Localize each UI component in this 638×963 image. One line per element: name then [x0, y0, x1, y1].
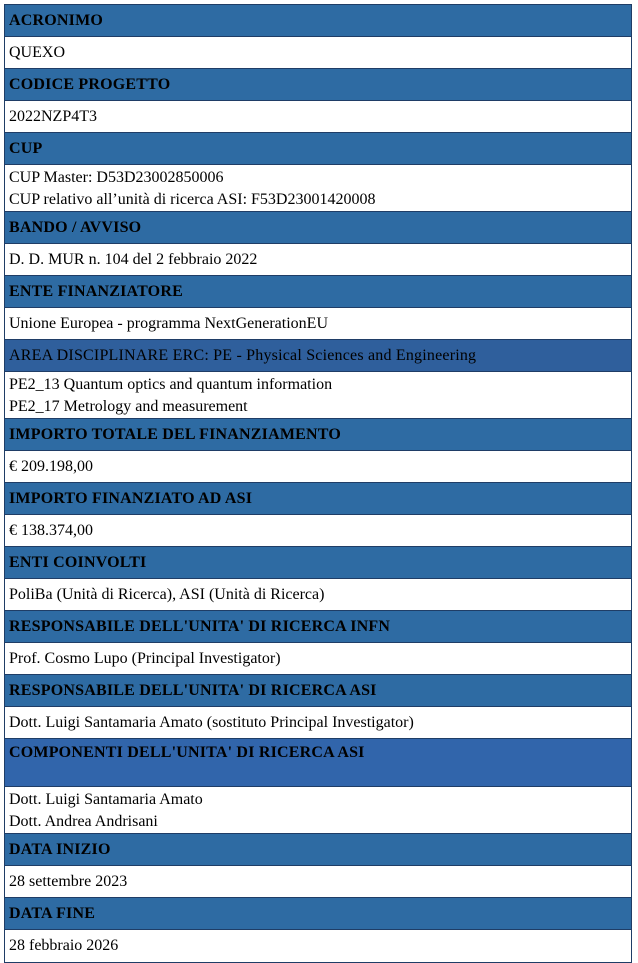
importo-totale-header: IMPORTO TOTALE DEL FINANZIAMENTO	[5, 419, 631, 451]
acronimo-header: ACRONIMO	[5, 5, 631, 37]
importo-asi-header: IMPORTO FINANZIATO AD ASI	[5, 483, 631, 515]
codice-progetto-header: CODICE PROGETTO	[5, 69, 631, 101]
cup-value	[5, 165, 631, 212]
area-pe2-13: PE2_13 Quantum optics and quantum information	[9, 376, 333, 393]
cup-header: CUP	[5, 133, 631, 165]
codice-progetto-value: 2022NZP4T3	[5, 101, 631, 133]
ente-finanziatore-value: Unione Europea - programma NextGenerationEU	[5, 308, 631, 340]
area-disciplinare-header: AREA DISCIPLINARE ERC: PE - Physical Sciences and Engineering	[5, 340, 631, 372]
responsabile-infn-header: RESPONSABILE DELL'UNITA' DI RICERCA INFN	[5, 611, 631, 643]
data-fine-value: 28 febbraio 2026	[5, 930, 631, 962]
area-disciplinare-value	[5, 372, 631, 419]
data-fine-header: DATA FINE	[5, 898, 631, 930]
data-inizio-value: 28 settembre 2023	[5, 866, 631, 898]
componente-1: Dott. Luigi Santamaria Amato	[9, 791, 203, 808]
acronimo-value: QUEXO	[5, 37, 631, 69]
bando-header: BANDO / AVVISO	[5, 212, 631, 244]
importo-totale-value: € 209.198,00	[5, 451, 631, 483]
cup-asi: CUP relativo all’unità di ricerca ASI: F53D23001420008	[9, 191, 376, 208]
importo-asi-value: € 138.374,00	[5, 515, 631, 547]
responsabile-asi-value: Dott. Luigi Santamaria Amato (sostituto Principal Investigator)	[5, 707, 631, 739]
enti-coinvolti-header: ENTI COINVOLTI	[5, 547, 631, 579]
data-inizio-header: DATA INIZIO	[5, 834, 631, 866]
responsabile-infn-value: Prof. Cosmo Lupo (Principal Investigator)	[5, 643, 631, 675]
componenti-asi-header: COMPONENTI DELL'UNITA' DI RICERCA ASI	[5, 739, 631, 787]
area-pe2-17: PE2_17 Metrology and measurement	[9, 398, 248, 415]
enti-coinvolti-value: PoliBa (Unità di Ricerca), ASI (Unità di Ricerca)	[5, 579, 631, 611]
bando-value: D. D. MUR n. 104 del 2 febbraio 2022	[5, 244, 631, 276]
componente-2: Dott. Andrea Andrisani	[9, 813, 158, 830]
ente-finanziatore-header: ENTE FINANZIATORE	[5, 276, 631, 308]
componenti-asi-value	[5, 787, 631, 834]
cup-master: CUP Master: D53D23002850006	[9, 169, 224, 186]
project-info-table	[4, 4, 632, 963]
responsabile-asi-header: RESPONSABILE DELL'UNITA' DI RICERCA ASI	[5, 675, 631, 707]
